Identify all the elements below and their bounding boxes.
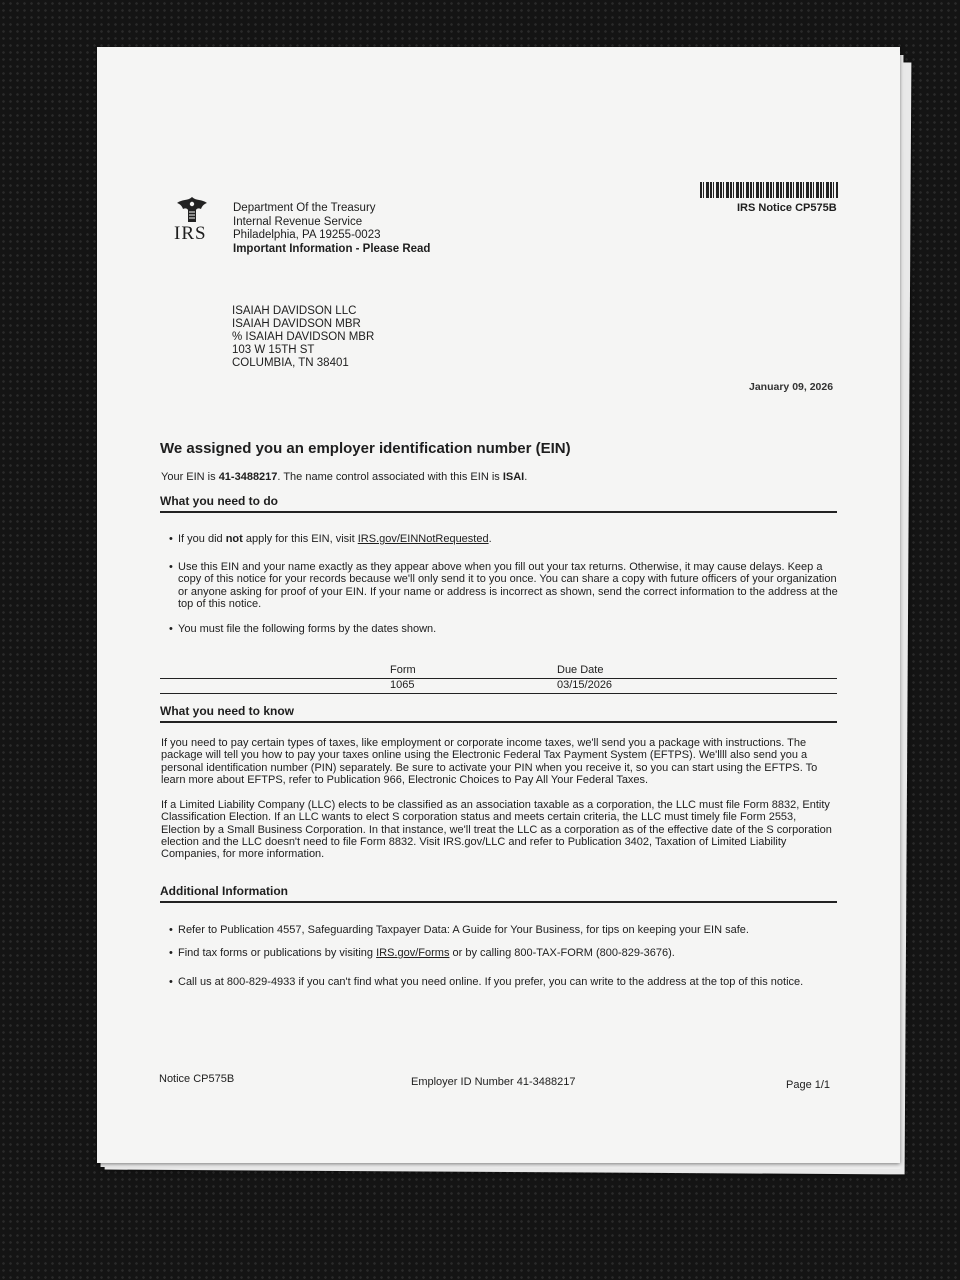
irs-eagle-icon — [174, 195, 210, 225]
recipient-address — [232, 305, 374, 370]
page-title: We assigned you an employer identification number (EIN) — [160, 440, 571, 457]
sender-line: Philadelphia, PA 19255-0023 — [233, 229, 381, 241]
ein-statement — [161, 471, 527, 483]
form-cell: 1065 — [390, 679, 415, 691]
irs-logo — [174, 195, 214, 245]
recipient-line: 103 W 15TH ST — [232, 344, 315, 356]
bullet-call-us: • Call us at 800-829-4933 if you can't find what you need online. If you prefer, you can write to the address at the top of this notice. — [169, 976, 838, 988]
sender-address — [233, 202, 430, 256]
ein-middle: . The name control associated with this EIN is — [277, 471, 503, 483]
bullet-text: If you did — [178, 533, 226, 545]
recipient-line: ISAIAH DAVIDSON LLC — [232, 305, 357, 317]
col-due-date: Due Date — [557, 664, 604, 676]
recipient-line: COLUMBIA, TN 38401 — [232, 357, 349, 369]
forms-table — [160, 664, 837, 694]
ein-prefix: Your EIN is — [161, 471, 219, 483]
table-row — [160, 679, 837, 694]
section-heading-what-to-know: What you need to know — [160, 704, 837, 723]
forms-table-header — [160, 664, 837, 679]
bullet-text: Find tax forms or publications by visiting — [178, 947, 377, 959]
notice-date: January 09, 2026 — [749, 381, 834, 393]
sender-line: Department Of the Treasury — [233, 202, 376, 214]
barcode — [700, 182, 838, 198]
section-heading-additional-info: Additional Information — [160, 884, 837, 903]
ein-not-requested-link[interactable]: IRS.gov/EINNotRequested — [357, 533, 489, 545]
footer-page-number: Page 1/1 — [786, 1079, 831, 1091]
col-form: Form — [390, 664, 416, 676]
section-heading-what-to-do: What you need to do — [160, 494, 837, 513]
irs-notice-page — [97, 47, 900, 1163]
bullet-text: apply for this EIN, visit — [242, 533, 358, 545]
eftps-paragraph: If you need to pay certain types of taxes, like employment or corporate income taxes, we'll send you a package with instructions. The package will tell you how to pay your taxes online using the Electronic Federal Tax Payment System (EFTPS). We'llll also send you a personal identification number (PIN) separately. Be sure to activate your PIN when you receive it, so you can start using the EFTPS. To learn more about EFTPS, refer to Publication 966, Electronic Choices to Pay All Your Federal Taxes. — [161, 737, 818, 786]
important-info-label: Important Information - Please Read — [233, 242, 431, 255]
llc-paragraph: If a Limited Liability Company (LLC) elects to be classified as an association taxable as a corporation, the LLC must file Form 8832, Entity Classification Election. If an LLC wants to elect S corporation status and meets certain criteria, the LLC must timely file Form 2553, Election by a Small Business Corporation. In that instance, we'll treat the LLC as a corporation as of the effective date of the S corporation election and the LLC doesn't need to file Form 8832. Visit IRS.gov/LLC and refer to Publication 3402, Taxation of Limited Liability Companies, for more information. — [161, 799, 832, 861]
sender-line: Internal Revenue Service — [233, 215, 363, 228]
irs-logo-text: IRS — [174, 223, 207, 244]
ein-number: 41-3488217 — [218, 471, 278, 483]
recipient-line: ISAIAH DAVIDSON MBR — [232, 318, 361, 330]
bullet-tax-forms — [169, 947, 838, 959]
bullet-bold: not — [225, 533, 243, 545]
due-date-cell: 03/15/2026 — [557, 679, 613, 691]
recipient-line: % ISAIAH DAVIDSON MBR — [232, 331, 375, 343]
bullet-ein-not-requested — [169, 533, 838, 545]
bullet-file-forms: • You must file the following forms by the dates shown. — [169, 623, 838, 635]
bullet-publication-4557: • Refer to Publication 4557, Safeguarding Taxpayer Data: A Guide for Your Business, for tips on keeping your EIN safe. — [169, 924, 838, 936]
footer-notice: Notice CP575B — [159, 1073, 235, 1085]
ein-suffix: . — [524, 471, 528, 483]
notice-id: IRS Notice CP575B — [737, 202, 837, 214]
bullet-text: . — [488, 533, 492, 545]
bullet-text: or by calling 800-TAX-FORM (800-829-3676). — [449, 947, 675, 959]
footer-ein: Employer ID Number 41-3488217 — [411, 1076, 576, 1088]
irs-forms-link[interactable]: IRS.gov/Forms — [376, 947, 450, 959]
bullet-use-ein: • Use this EIN and your name exactly as they appear above when you fill out your tax returns. Otherwise, it may cause delays. Keep a copy of this notice for your records because we'll only send it to you once. You can share a copy with future officers of your organization or anyone asking for proof of your EIN. If your name or address is incorrect as shown, send the correct information to the address at the top of this notice. — [169, 561, 838, 610]
name-control: ISAI — [502, 471, 525, 483]
